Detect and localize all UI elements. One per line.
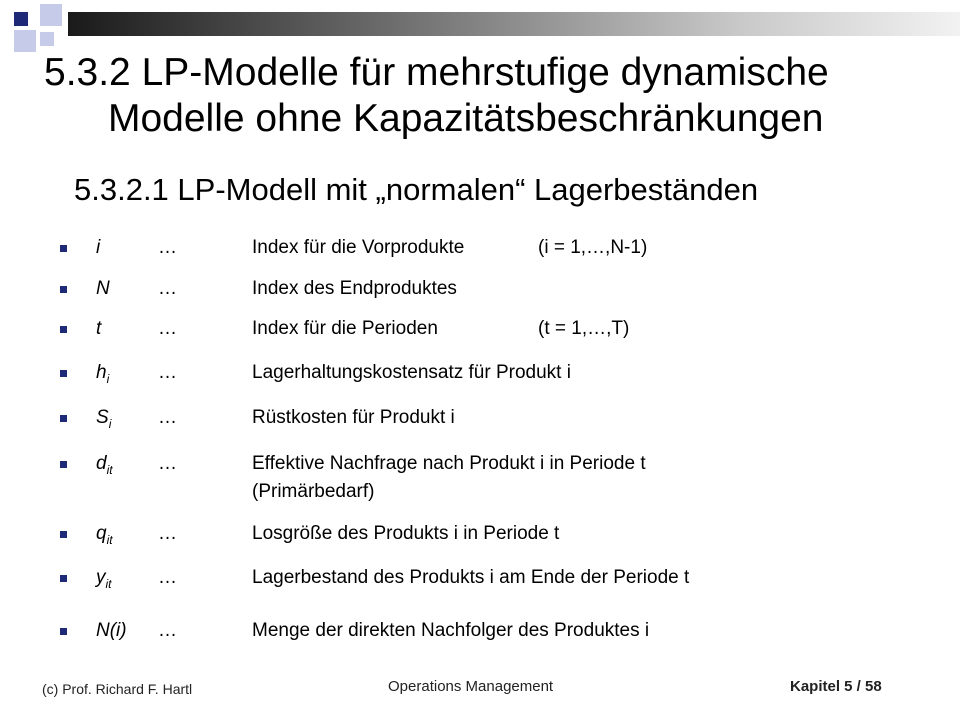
item-description: Index des Endproduktes: [252, 278, 457, 299]
item-dots: …: [158, 278, 177, 299]
slide-title: [44, 50, 944, 142]
item-range: (t = 1,…,T): [538, 318, 630, 339]
bullet-icon: [60, 531, 67, 538]
item-dots: …: [158, 407, 177, 428]
decor-square-2: [40, 4, 62, 26]
decor-square-4: [40, 32, 54, 46]
decor-square-3: [14, 30, 36, 52]
item-description: Losgröße des Produkts i in Periode t: [252, 523, 560, 544]
item-range: (i = 1,…,N-1): [538, 237, 648, 258]
item-symbol: $h_i$: [96, 362, 110, 386]
title-gradient-bar: [68, 12, 960, 36]
item-dots: …: [158, 318, 177, 339]
bullet-icon: [60, 461, 67, 468]
item-dots: …: [158, 567, 177, 588]
item-dots: …: [158, 362, 177, 383]
bullet-icon: [60, 326, 67, 333]
item-dots: …: [158, 523, 177, 544]
item-description: Lagerhaltungskostensatz für Produkt i: [252, 362, 571, 383]
footer-course: Operations Management: [388, 678, 554, 695]
bullet-icon: [60, 370, 67, 377]
item-description: Effektive Nachfrage nach Produkt i in Periode t (Primärbedarf): [252, 453, 646, 502]
item-symbol: $q_{it}$: [96, 523, 113, 547]
bullet-icon: [60, 575, 67, 582]
item-description: Lagerbestand des Produkts i am Ende der Periode t: [252, 567, 690, 588]
item-dots: …: [158, 237, 177, 258]
title-line-1: 5.3.2 LP-Modelle für mehrstufige dynamische: [44, 51, 829, 94]
item-description: Index für die Perioden: [252, 318, 438, 339]
decor-square-1: [14, 12, 28, 26]
item-description: Menge der direkten Nachfolger des Produktes i: [252, 620, 650, 641]
item-dots: …: [158, 620, 177, 641]
item-symbol: t: [96, 318, 102, 339]
item-description: Index für die Vorprodukte: [252, 237, 465, 258]
item-symbol: N(i): [96, 620, 127, 641]
bullet-icon: [60, 245, 67, 252]
bullet-icon: [60, 286, 67, 293]
item-symbol: $d_{it}$: [96, 453, 113, 477]
title-line-2: Modelle ohne Kapazitätsbeschränkungen: [108, 97, 824, 140]
footer-author: (c) Prof. Richard F. Hartl: [42, 681, 193, 697]
slide-subtitle: 5.3.2.1 LP-Modell mit „normalen“ Lagerbeständen: [74, 172, 759, 207]
item-symbol: i: [96, 237, 101, 258]
bullet-icon: [60, 628, 67, 635]
footer-page-number: Kapitel 5 / 58: [790, 678, 882, 695]
bullet-icon: [60, 415, 67, 422]
item-description: Rüstkosten für Produkt i: [252, 407, 455, 428]
item-symbol: $S_i$: [96, 407, 112, 431]
item-symbol: N: [96, 278, 110, 299]
item-dots: …: [158, 453, 177, 474]
item-symbol: $y_{it}$: [96, 567, 112, 591]
